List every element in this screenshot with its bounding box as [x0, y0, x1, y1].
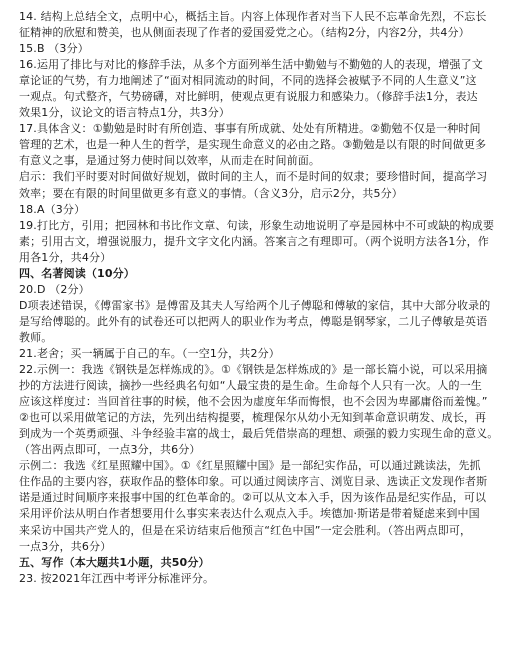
text-line: 22.示例一：我选《钢铁是怎样炼成的》。①《钢铁是怎样炼成的》是一部长篇小说，可以采用摘	[19, 363, 488, 377]
section-heading: 五、写作（本大题共1小题，共50分）	[19, 555, 210, 569]
text-line: 有意义之事，是通过努力使时间以效率，从而走在时间前面。	[19, 154, 321, 168]
text-line: 管理的艺术，也是一种人生的哲学，是实现生命意义的必由之路。③勤勉是以有限的时间做更多	[19, 138, 487, 152]
text-line: 是写给傅聪的。此外有的试卷还可以把两人的职业作为考点，傅聪是钢琴家，二儿子傅敏是英语	[19, 314, 488, 328]
text-line: （答出两点即可，一点3分，共6分）	[19, 443, 201, 457]
text-line: 征精神的欣慰和赞美，也从侧面表现了作者的爱国爱党之心。（结构2分，内容2分，共4分）	[19, 26, 470, 40]
text-line: 20.D （2分）	[19, 282, 90, 296]
text-line: 效率；要在有限的时间里做更多有意义的事情。（含义3分，启示2分，共5分）	[19, 186, 403, 200]
text-line: 21.老舍；买一辆属于自己的车。（一空1分，共2分）	[19, 346, 280, 360]
text-line: 效果1分，议论文的语言特点1分，共3分）	[19, 106, 230, 120]
text-line: 15.B （3分）	[19, 42, 89, 56]
text-line: 18.A（3分）	[19, 202, 86, 216]
text-line: 示例二：我选《红星照耀中国》。①《红星照耀中国》是一部纪实作品，可以通过跳读法，先抓	[19, 459, 481, 473]
text-line: 17.具体含义：①勤勉是时时有所创造、事事有所成就、处处有所精进。②勤勉不仅是一种时间	[19, 122, 481, 136]
text-line: 素；引用古文，增强说服力，提升文字文化内涵。答案言之有理即可。（两个说明方法各1分，作	[19, 234, 489, 248]
text-line: 诺是通过时间顺序来报事中国的红色革命的。②可以从文本入手，因为该作品是纪实作品，可以	[19, 491, 487, 505]
text-line: 章论证的气势，有力地阐述了“面对相同流动的时间，不同的选择会被赋予不同的人生意义”这	[19, 74, 477, 88]
text-line: 14. 结构上总结全文，点明中心，概括主旨。内容上体现作者对当下人民不忘革命先烈，不忘长	[19, 10, 487, 23]
text-line: 一观点。句式整齐，气势磅礴，对比鲜明，使观点更有说服力和感染力。（修辞手法1分，表达	[19, 90, 478, 104]
text-line: 抄的方法进行阅读，摘抄一些经典名句如“人最宝贵的是生命。生命每个人只有一次。人的一生	[19, 379, 482, 393]
text-line: 用各1分，共4分）	[19, 250, 112, 264]
text-line: 一点3分，共6分）	[19, 539, 112, 553]
text-line: 启示：我们平时要对时间做好规划，做时间的主人，而不是时间的奴隶；要珍惜时间，提高学习	[19, 170, 488, 184]
text-line: 来采访中国共产党人的，但是在采访结束后他预言“红色中国”一定会胜利。（答出两点即可，	[19, 523, 472, 537]
text-line: 教师。	[19, 330, 53, 344]
text-line: 23. 按2021年江西中考评分标准评分。	[19, 571, 215, 585]
text-line: D项表述错误，《傅雷家书》是傅雷及其夫人写给两个儿子傅聪和傅敏的家信，其中大部分收录的	[19, 298, 491, 312]
text-line: 16.运用了排比与对比的修辞手法，从多个方面列举生活中勤勉与不勤勉的人的表现，增强了文	[19, 58, 483, 72]
text-line: 采用评价法从明白作者想要用什么事实来表达什么观点入手。埃德加·斯诺是带着疑虑来到中国	[19, 507, 480, 521]
text-line: 住作品的主要内容，获取作品的整体印象。可以通过阅读序言、浏览目录、选读正文发现作者斯	[19, 475, 488, 489]
text-line: 到成为一个英勇顽强、斗争经验丰富的战士，最后凭借崇高的理想、顽强的毅力实现生命的意义。	[19, 427, 499, 441]
section-heading: 四、名著阅读（10分）	[19, 266, 135, 280]
text-line: ②也可以采用做笔记的方法，先列出结构提要，梳理保尔从幼小无知到革命意识萌发、成长，再	[19, 411, 487, 425]
text-line: 应该这样度过：当回首往事的时候，他不会因为虚度年华而悔恨，也不会因为卑鄙庸俗而羞愧。”	[19, 395, 488, 409]
text-line: 19.打比方，引用；把园林和书比作文章、句读，形象生动地说明了亭是园林中不可或缺的构成要	[19, 218, 495, 232]
